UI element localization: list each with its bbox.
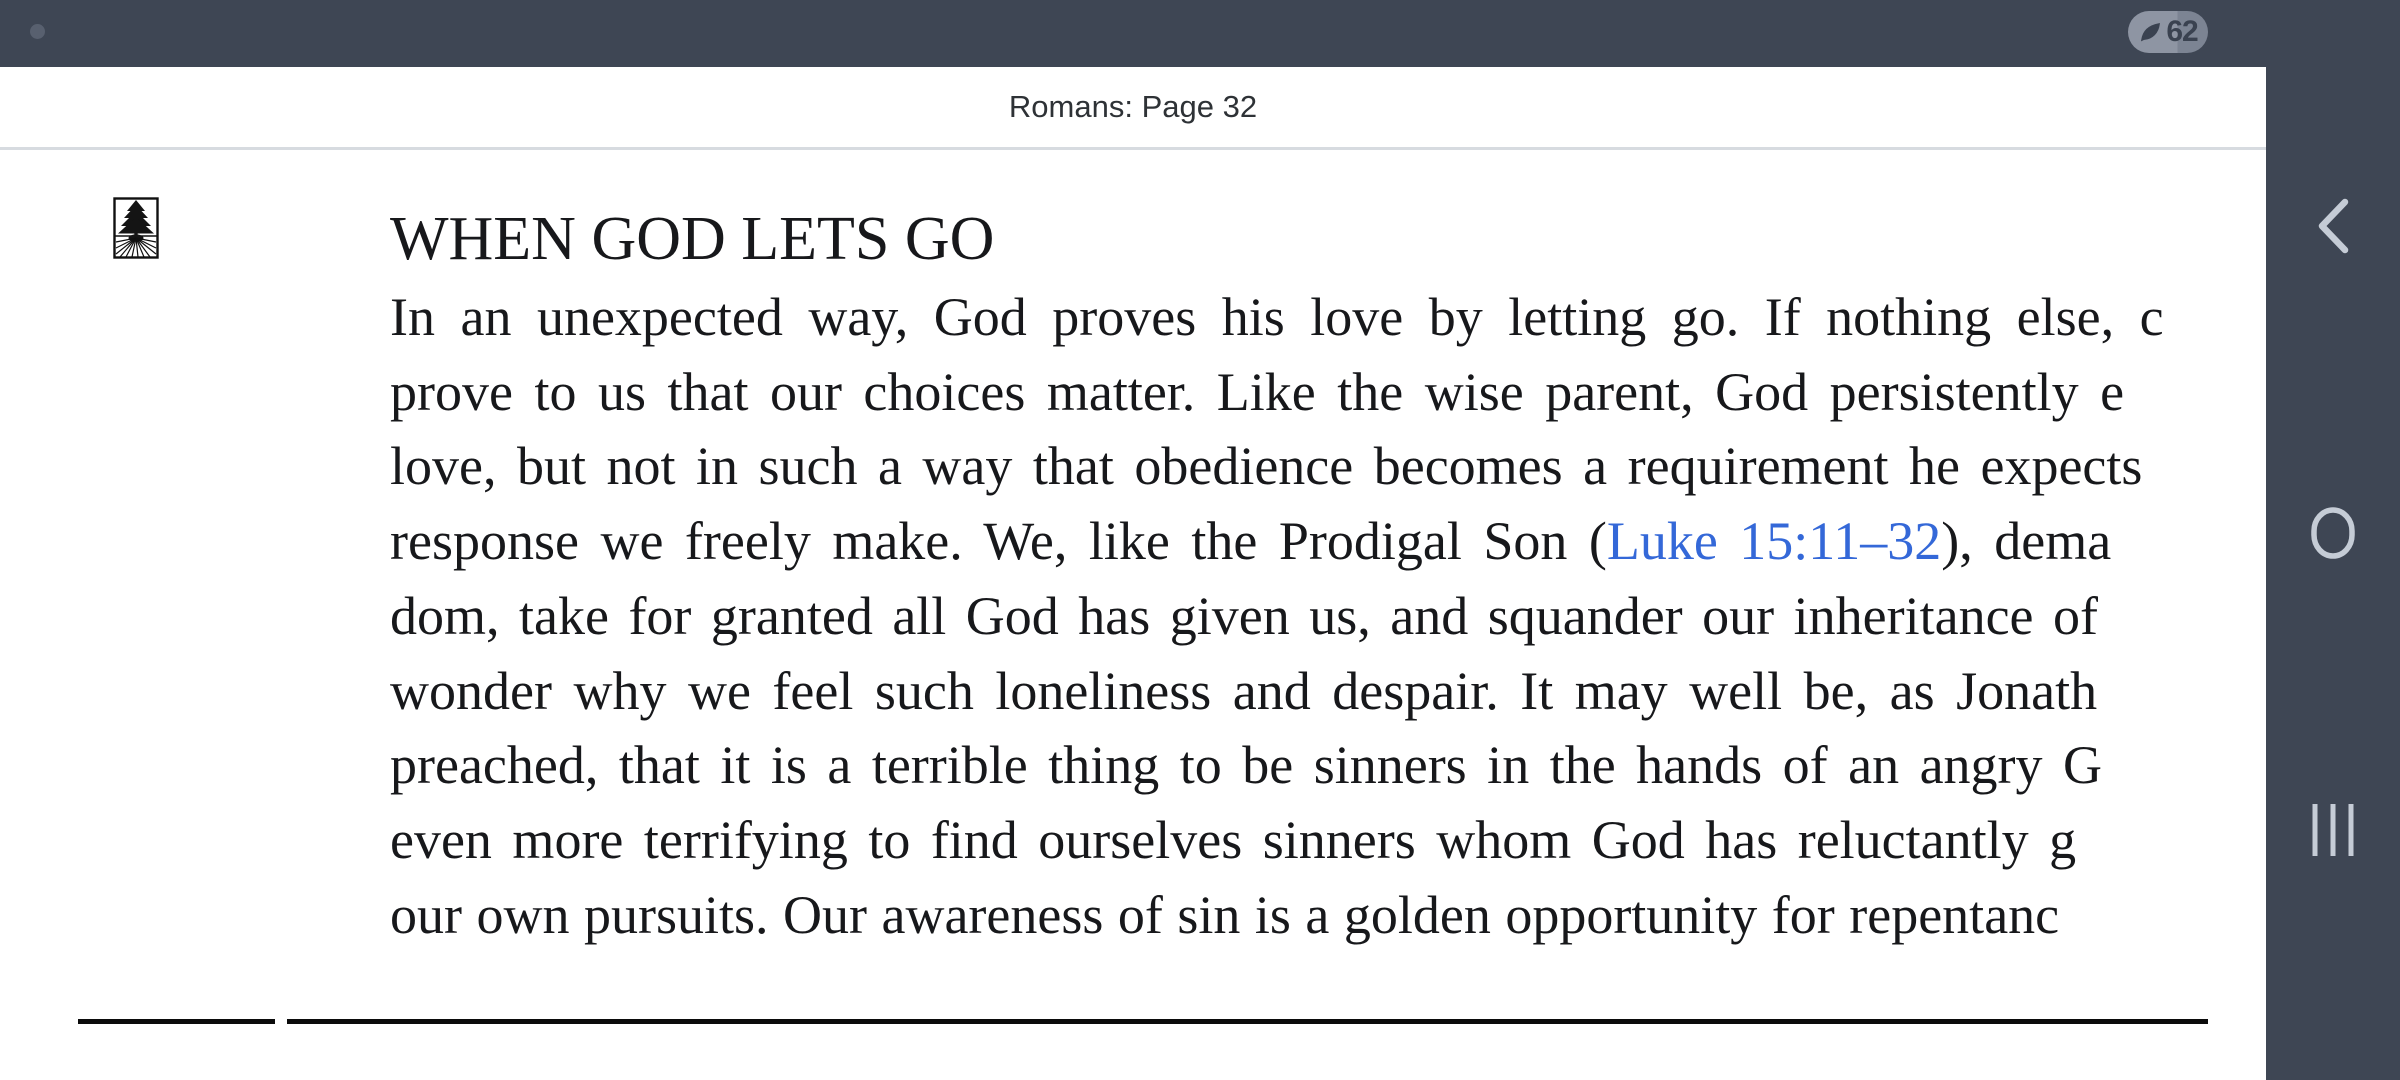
body-line: love, but not in such a way that obedience becomes a requirement he expects xyxy=(390,436,2143,497)
leaf-icon xyxy=(2138,19,2164,45)
body-paragraph xyxy=(390,280,2266,952)
body-line-post: ), dema xyxy=(1941,511,2112,572)
body-line-with-link xyxy=(390,504,2266,579)
circle-outline-icon xyxy=(2310,506,2356,565)
status-dot xyxy=(30,24,45,39)
page-content xyxy=(0,150,2266,1080)
right-sidebar xyxy=(2266,67,2400,1080)
split-view-button[interactable] xyxy=(2300,799,2366,865)
footnote-separator-long xyxy=(287,1019,2208,1024)
pine-tree-logo xyxy=(113,197,159,259)
chapter-heading: WHEN GOD LETS GO xyxy=(390,205,995,273)
title-bar[interactable] xyxy=(0,67,2266,150)
body-line-pre: response we freely make. We, like the Prodigal Son ( xyxy=(390,511,1607,572)
body-line: prove to us that our choices matter. Like the wise parent, God persistently e xyxy=(390,361,2125,422)
status-bar xyxy=(0,0,2400,67)
footnote-separator-short xyxy=(78,1019,275,1024)
page-menu-button[interactable] xyxy=(2300,502,2366,568)
body-line: our own pursuits. Our awareness of sin is a golden opportunity for repentanc xyxy=(390,884,2060,945)
three-bars-icon xyxy=(2310,802,2356,863)
scripture-link[interactable]: Luke 15:11–32 xyxy=(1606,511,1942,572)
body-line: even more terrifying to find ourselves sinners whom God has reluctantly g xyxy=(390,809,2077,870)
reading-plan-badge[interactable] xyxy=(2128,11,2208,53)
chevron-left-icon xyxy=(2313,197,2353,260)
page-title: Romans: Page 32 xyxy=(1008,89,1258,124)
body-line: In an unexpected way, God proves his love by letting go. If nothing else, c xyxy=(390,287,2164,347)
body-line: wonder why we feel such loneliness and despair. It may well be, as Jonath xyxy=(390,660,2098,721)
badge-count: 62 xyxy=(2166,15,2198,48)
body-line: dom, take for granted all God has given us, and squander our inheritance of xyxy=(390,585,2098,646)
body-line: preached, that it is a terrible thing to be sinners in the hands of an angry G xyxy=(390,735,2103,796)
back-button[interactable] xyxy=(2300,195,2366,261)
